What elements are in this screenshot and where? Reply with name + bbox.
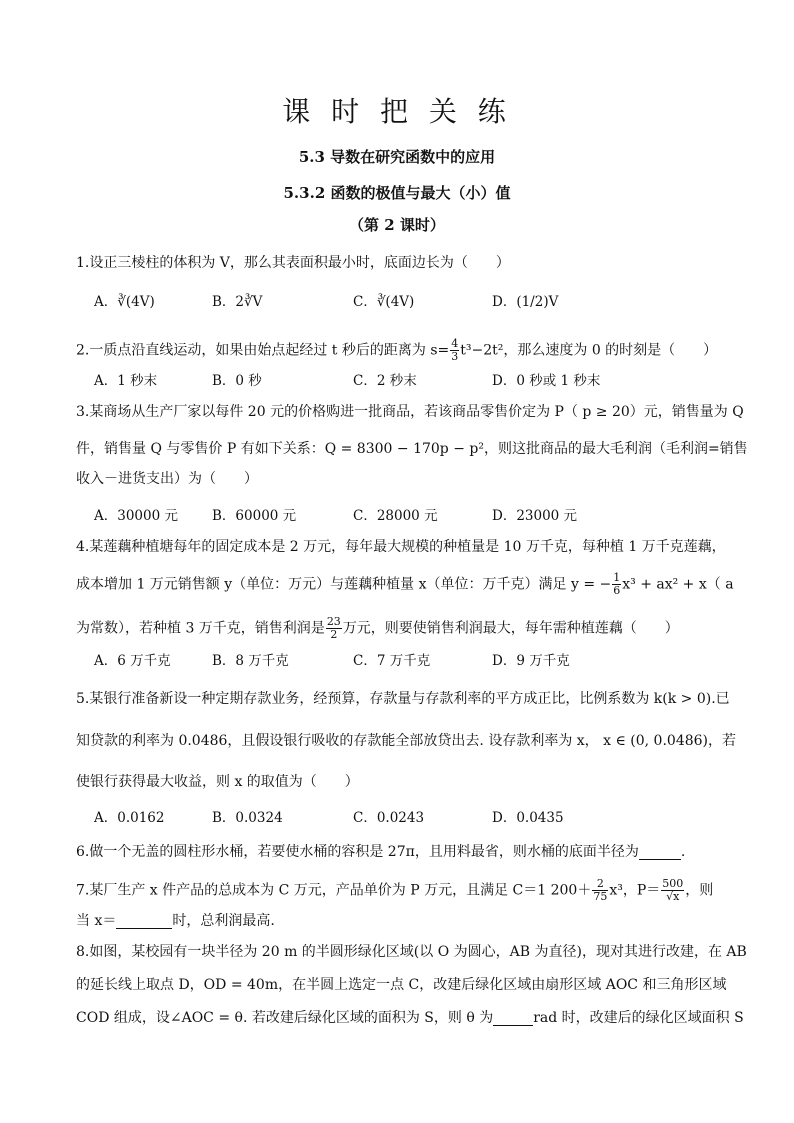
- q5-option-b: B．0.0324: [212, 810, 283, 826]
- q2-text-before: 2.一质点沿直线运动，如果由始点起经过 t 秒后的距离为 s=: [76, 342, 450, 359]
- q6-end: .: [680, 844, 686, 860]
- question-1-stem: 1.设正三棱柱的体积为 V，那么其表面积最小时，底面边长为（ ）: [76, 255, 510, 271]
- q4-option-d: D．9 万千克: [492, 653, 570, 669]
- question-4-line-3: [76, 616, 679, 641]
- q7-frac1-num: 2: [592, 878, 608, 891]
- q4-frac2-den: 2: [330, 628, 338, 642]
- q6-answer-blank[interactable]: [639, 845, 681, 860]
- q2-text-after: t³−2t²，那么速度为 0 的时刻是（ ）: [460, 342, 718, 359]
- q4-frac2-num: 23: [326, 615, 341, 628]
- question-4-line-1: 4.某莲藕种植塘每年的固定成本是 2 万元，每年最大规模的种植量是 10 万千克，每种植 1 万千克莲藕，: [76, 539, 726, 555]
- subsection-title: 5.3.2 函数的极值与最大（小）值: [283, 184, 511, 202]
- q4-option-c: C．7 万千克: [353, 653, 431, 669]
- question-4-line-2: [76, 572, 734, 597]
- q8-line3-end: rad 时，改建后的绿化区域面积 S: [533, 1010, 744, 1026]
- q7-line2-text: 当 x＝: [76, 913, 117, 929]
- q2-fraction: [450, 338, 459, 363]
- q6-text: 6.做一个无盖的圆柱形水桶，若要使水桶的容积是 27π，且用料最省，则水桶的底面半径为: [76, 844, 639, 860]
- q3-option-a: A．30000 元: [94, 508, 178, 524]
- q2-option-a: A．1 秒末: [94, 373, 158, 389]
- q7-frac1-den: 75: [593, 890, 608, 904]
- q4-frac1-den: 6: [613, 584, 621, 598]
- q4-line2-end: x³ + ax² + x（ a: [622, 576, 734, 593]
- q5-option-d: D．0.0435: [492, 810, 564, 826]
- question-6-stem: [76, 845, 685, 860]
- q1-option-d: D．(1/2)V: [492, 294, 559, 310]
- q7-line1-end: ，则: [685, 882, 714, 899]
- q4-fraction-2: [326, 616, 342, 641]
- q2-option-d: D．0 秒或 1 秒末: [492, 373, 601, 389]
- q2-frac-num: 4: [451, 337, 459, 350]
- q7-line1-mid: x³，P＝: [609, 882, 661, 899]
- q7-answer-blank[interactable]: [116, 914, 172, 929]
- q4-option-a: A．6 万千克: [94, 653, 171, 669]
- q1-option-b: B．2∛V: [212, 294, 263, 310]
- period-label: （第 2 课时）: [349, 216, 445, 234]
- q4-frac1-num: 1: [613, 571, 621, 584]
- question-5-line-1: 5.某银行准备新设一种定期存款业务，经预算，存款量与存款利率的平方成正比，比例系数为 k(k > 0).已: [76, 691, 730, 707]
- question-2-stem: [76, 338, 717, 363]
- question-3-line-2: 件，销售量 Q 与零售价 P 有如下关系：Q = 8300 − 170p − p²，则这批商品的最大毛利润（毛利润=销售: [76, 441, 748, 457]
- question-5-line-2: 知贷款的利率为 0.0486，且假设银行吸收的存款能全部放贷出去. 设存款利率为 x， x ∈ (0, 0.0486)，若: [76, 733, 737, 749]
- q4-line3-end: 万元，则要使销售利润最大，每年需种植莲藕（ ）: [342, 620, 679, 637]
- q5-option-c: C．0.0243: [353, 810, 425, 826]
- q7-line2-end: 时，总利润最高.: [172, 913, 275, 929]
- page-title: 课 时 把 关 练: [282, 95, 512, 128]
- q7-fraction-2: [661, 878, 684, 903]
- q8-answer-blank[interactable]: [493, 1011, 533, 1026]
- question-8-line-1: 8.如图，某校园有一块半径为 20 m 的半圆形绿化区域(以 O 为圆心，AB 为直径)，现对其进行改建，在 AB: [76, 944, 747, 960]
- question-3-line-1: 3.某商场从生产厂家以每件 20 元的价格购进一批商品，若该商品零售价定为 P（ p ≥ 20）元，销售量为 Q: [76, 404, 744, 420]
- q1-option-c: C．∛(4V): [353, 294, 415, 310]
- q2-option-c: C．2 秒末: [353, 373, 417, 389]
- q3-option-d: D．23000 元: [492, 508, 578, 524]
- q4-line2-text: 成本增加 1 万元销售额 y（单位：万元）与莲藕种植量 x（单位：万千克）满足 y = −: [76, 576, 612, 593]
- question-8-line-2: 的延长线上取点 D，OD = 40m，在半圆上选定一点 C，改建后绿化区域由扇形区域 AOC 和三角形区域: [76, 977, 727, 993]
- q7-frac2-num: 500: [662, 877, 684, 890]
- q4-option-b: B．8 万千克: [212, 653, 289, 669]
- question-5-line-3: 使银行获得最大收益，则 x 的取值为（ ）: [76, 774, 359, 790]
- q3-option-c: C．28000 元: [353, 508, 438, 524]
- question-8-line-3: [76, 1011, 744, 1026]
- q7-line1-text: 7.某厂生产 x 件产品的总成本为 C 万元，产品单价为 P 万元，且满足 C＝1 200＋: [76, 882, 592, 899]
- question-7-line-1: [76, 878, 713, 903]
- q4-fraction-1: [612, 572, 621, 597]
- q8-line3-text: COD 组成，设∠AOC = θ. 若改建后绿化区域的面积为 S，则 θ 为: [76, 1010, 494, 1026]
- q1-option-a: A．∛(4V): [94, 294, 155, 310]
- q7-frac2-den: √x: [666, 890, 680, 904]
- q2-option-b: B．0 秒: [212, 373, 262, 389]
- question-3-line-3: 收入－进货支出）为（ ）: [76, 471, 258, 487]
- q7-fraction-1: [592, 878, 608, 903]
- section-title: 5.3 导数在研究函数中的应用: [298, 148, 496, 166]
- q5-option-a: A．0.0162: [94, 810, 165, 826]
- q2-frac-den: 3: [451, 350, 459, 364]
- q3-option-b: B．60000 元: [212, 508, 297, 524]
- q4-line3-text: 为常数），若种植 3 万千克，销售利润是: [76, 620, 325, 637]
- question-7-line-2: [76, 914, 275, 929]
